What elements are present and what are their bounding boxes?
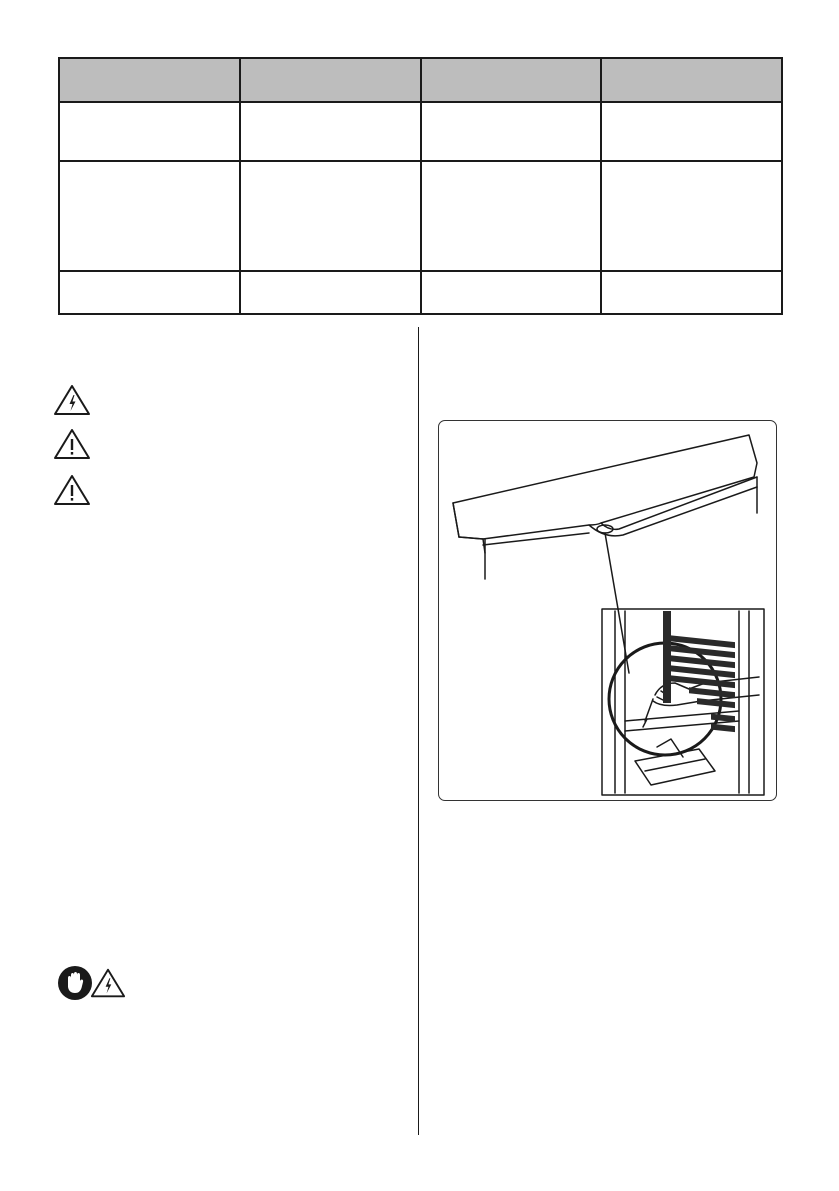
table-header-cell xyxy=(240,58,421,102)
table-cell xyxy=(240,102,421,161)
table-cell xyxy=(59,102,240,161)
column-divider xyxy=(418,327,419,1135)
table-cell xyxy=(240,161,421,271)
table-header-cell xyxy=(59,58,240,102)
table-cell xyxy=(59,271,240,314)
drain-hole-illustration-frame xyxy=(438,420,777,801)
hand-stop-icon xyxy=(57,965,93,1001)
table-cell xyxy=(240,271,421,314)
table-cell xyxy=(59,161,240,271)
table-header-cell xyxy=(601,58,782,102)
table-row xyxy=(59,102,782,161)
refrigerator-drain-illustration xyxy=(439,421,778,802)
table-cell xyxy=(601,271,782,314)
table-cell xyxy=(601,161,782,271)
exclamation-warning-icon xyxy=(53,428,91,460)
table-cell xyxy=(601,102,782,161)
table-header-row xyxy=(59,58,782,102)
table-cell xyxy=(421,161,602,271)
table-header-cell xyxy=(421,58,602,102)
table-cell xyxy=(421,102,602,161)
table-row xyxy=(59,271,782,314)
exclamation-warning-icon xyxy=(53,474,91,506)
lightning-warning-icon xyxy=(90,967,126,999)
table-cell xyxy=(421,271,602,314)
lightning-warning-icon xyxy=(53,384,91,416)
spec-table xyxy=(58,57,783,315)
table-row xyxy=(59,161,782,271)
